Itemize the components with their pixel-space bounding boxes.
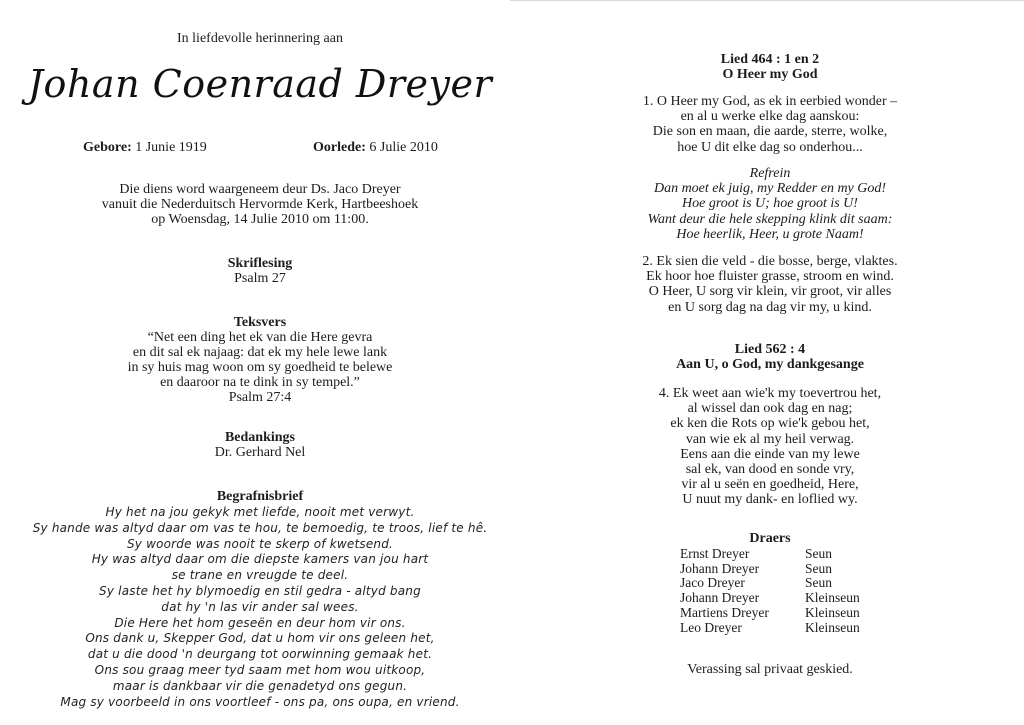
refrain-line: Hoe heerlik, Heer, u grote Naam! — [676, 226, 864, 242]
hymn-line: van wie ek al my heil verwag. — [685, 431, 855, 447]
letter-line: Hy het na jou gekyk met liefde, nooit met verwyt. — [105, 505, 415, 519]
service-line: op Woensdag, 14 Julie 2010 om 11:00. — [151, 212, 369, 227]
intro-text: In liefdevolle herinnering aan — [177, 31, 343, 46]
acknowledgements — [20, 430, 500, 460]
hymn-464-title: Lied 464 : 1 en 2 — [720, 52, 820, 67]
died-label: Oorlede: — [313, 140, 366, 155]
hymn-464-refrain — [600, 166, 940, 242]
letter-line: Hy was altyd daar om die diepste kamers van jou hart — [91, 552, 429, 567]
pallbearer-relation: Seun — [805, 560, 832, 576]
top-divider — [510, 0, 1024, 1]
letter-line: Die Here het hom geseën en deur hom vir ons. — [114, 615, 406, 630]
refrain-line: Hoe groot is U; hoe groot is U! — [682, 196, 858, 212]
hymn-line: ek ken die Rots op wie'k gebou het, — [670, 416, 870, 432]
text-verse-line: “Net een ding het ek van die Here gevra — [147, 330, 373, 345]
pallbearer-name: Ernst Dreyer — [680, 545, 750, 561]
hymn-562-title: Lied 562 : 4 — [734, 342, 806, 357]
hymn-line: 2. Ek sien die veld - die bosse, berge, vlaktes. — [642, 254, 898, 269]
hymn-562 — [600, 342, 940, 372]
cremation-note: Verassing sal privaat geskied. — [687, 662, 853, 677]
scripture-heading: Skriflesing — [227, 256, 293, 271]
pallbearer-relation: Seun — [805, 545, 832, 561]
acknowledgements-heading: Bedankings — [224, 430, 296, 445]
funeral-letter — [20, 505, 500, 710]
letter-line: se trane en vreugde te deel. — [171, 568, 349, 583]
text-verse-reference: Psalm 27:4 — [228, 390, 292, 405]
hymn-line: vir al u seën en goedheid, Here, — [681, 477, 859, 493]
pallbearer-name: Johann Dreyer — [680, 560, 760, 576]
deceased-name: Johan Coenraad Dreyer — [27, 62, 493, 106]
hymn-464 — [600, 52, 940, 82]
text-verse-heading: Teksvers — [233, 315, 287, 330]
pallbearer-name: Jaco Dreyer — [680, 575, 745, 591]
born-date — [83, 140, 207, 156]
refrain-line: Dan moet ek juig, my Redder en my God! — [653, 181, 887, 197]
hymn-line: en U sorg dag na dag vir my, u kind. — [668, 299, 872, 315]
letter-heading: Begrafnisbrief — [216, 489, 304, 504]
hymn-464-verse-1 — [600, 94, 940, 155]
letter-line: Ons sou graag meer tyd saam met hom wou uitkoop, — [94, 662, 426, 677]
text-verse-line: en dit sal ek najaag: dat ek my hele lewe lank — [132, 345, 388, 360]
hymn-562-subtitle: Aan U, o God, my dankgesange — [676, 357, 864, 373]
hymn-line: Die son en maan, die aarde, sterre, wolke, — [652, 124, 888, 140]
scripture-reading — [20, 256, 500, 286]
letter-line: Ons dank u, Skepper God, dat u hom vir ons geleen het, — [85, 631, 435, 646]
service-details — [20, 182, 500, 227]
pallbearer-relation: Kleinseun — [805, 604, 860, 620]
pallbearer-name: Leo Dreyer — [680, 619, 742, 635]
pallbearer-relation: Kleinseun — [805, 590, 860, 606]
pallbearer-relation: Seun — [805, 575, 832, 591]
pallbearers — [600, 532, 940, 636]
refrain-label: Refrein — [749, 166, 791, 181]
born-label: Gebore: — [83, 140, 132, 155]
hymn-line: 1. O Heer my God, as ek in eerbied wonder – — [642, 94, 898, 109]
text-verse — [20, 315, 500, 405]
hymn-line: U nuut my dank- en loflied wy. — [682, 492, 858, 508]
text-verse-line: en daaroor na te dink in sy tempel.” — [160, 375, 360, 390]
pallbearer-row — [600, 606, 940, 621]
hymn-line: sal ek, van dood en sonde vry, — [685, 462, 855, 478]
letter-line: Sy laste het hy blymoedig en stil gedra - altyd bang — [99, 583, 421, 598]
letter-line: Mag sy voorbeeld in ons voortleef - ons pa, ons oupa, en vriend. — [60, 694, 460, 709]
hymn-line: al wissel dan ook dag en nag; — [687, 401, 853, 417]
letter-line: Sy hande was altyd daar om vas te hou, te bemoedig, te troos, lief te hê. — [32, 520, 488, 535]
hymn-line: Ek hoor hoe fluister grasse, stroom en wind. — [646, 269, 894, 285]
born-value: 1 Junie 1919 — [135, 140, 207, 155]
letter-line: maar is dankbaar vir die genadetyd ons gegun. — [112, 678, 408, 693]
hymn-line: en al u werke elke dag aanskou: — [680, 109, 860, 125]
pallbearer-name: Johann Dreyer — [680, 590, 760, 606]
died-date — [313, 140, 438, 156]
pallbearer-row — [600, 576, 940, 591]
hymn-line: 4. Ek weet aan wie'k my toevertrou het, — [658, 386, 882, 401]
pallbearers-title: Draers — [749, 531, 791, 546]
service-line: vanuit die Nederduitsch Hervormde Kerk, Hartbeeshoek — [101, 197, 419, 212]
hymn-line: O Heer, U sorg vir klein, vir groot, vir alles — [648, 284, 892, 300]
letter-line: dat hy 'n las vir ander sal wees. — [161, 599, 359, 614]
letter-line: dat u die dood 'n deurgang tot oorwinning gemaak het. — [87, 647, 433, 662]
died-value: 6 Julie 2010 — [369, 140, 438, 155]
pallbearer-row — [600, 562, 940, 577]
service-line: Die diens word waargeneem deur Ds. Jaco Dreyer — [119, 182, 401, 197]
hymn-464-subtitle: O Heer my God — [722, 67, 818, 83]
pallbearer-relation: Kleinseun — [805, 619, 860, 635]
scripture-text: Psalm 27 — [234, 271, 286, 286]
acknowledgements-text: Dr. Gerhard Nel — [214, 445, 306, 460]
hymn-line: Eens aan die einde van my lewe — [680, 446, 860, 462]
letter-line: Sy woorde was nooit te skerp of kwetsend. — [126, 536, 394, 551]
hymn-464-verse-2 — [600, 254, 940, 315]
pallbearer-row — [600, 591, 940, 606]
hymn-line: hoe U dit elke dag so onderhou... — [677, 139, 863, 155]
pallbearer-row — [600, 621, 940, 636]
pallbearer-name: Martiens Dreyer — [680, 604, 769, 620]
pallbearer-row — [600, 547, 940, 562]
refrain-line: Want deur die hele skepping klink dit saam: — [647, 211, 893, 227]
hymn-562-verse — [600, 386, 940, 508]
text-verse-line: in sy huis mag woon om sy goedheid te belewe — [127, 360, 393, 375]
